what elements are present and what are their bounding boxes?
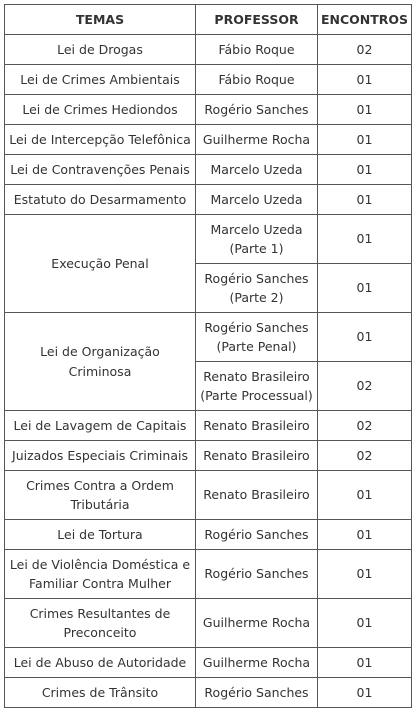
professor-cell: Marcelo Uzeda — [196, 185, 318, 215]
encontros-cell: 01 — [318, 678, 412, 708]
encontros-cell: 01 — [318, 125, 412, 155]
table-row — [5, 599, 412, 648]
professor-part: (Parte 2) — [229, 290, 284, 305]
tema-line: Familiar Contra Mulher — [29, 576, 171, 591]
encontros-cell: 01 — [318, 95, 412, 125]
table-row — [5, 313, 412, 362]
professor-cell — [196, 313, 318, 362]
table-row — [5, 441, 412, 471]
table-row — [5, 155, 412, 185]
table-row — [5, 185, 412, 215]
tema-line: Lei de Violência Doméstica e — [9, 556, 191, 572]
tema-cell: Lei de Lavagem de Capitais — [5, 411, 196, 441]
tema-cell: Lei de Drogas — [5, 35, 196, 65]
table-row — [5, 411, 412, 441]
encontros-cell: 01 — [318, 313, 412, 362]
professor-cell: Rogério Sanches — [196, 678, 318, 708]
course-schedule-table — [4, 4, 412, 708]
encontros-cell: 01 — [318, 471, 412, 520]
professor-part: (Parte Processual) — [200, 388, 313, 403]
professor-name: Renato Brasileiro — [203, 368, 310, 384]
professor-cell: Rogério Sanches — [196, 550, 318, 599]
professor-name: Rogério Sanches — [204, 319, 309, 335]
professor-cell — [196, 362, 318, 411]
table-row — [5, 471, 412, 520]
table-row — [5, 35, 412, 65]
encontros-cell: 02 — [318, 35, 412, 65]
tema-cell: Crimes de Trânsito — [5, 678, 196, 708]
tema-cell: Lei de Crimes Hediondos — [5, 95, 196, 125]
professor-cell: Renato Brasileiro — [196, 471, 318, 520]
table-row — [5, 678, 412, 708]
professor-cell: Guilherme Rocha — [196, 599, 318, 648]
table-row — [5, 125, 412, 155]
tema-cell: Estatuto do Desarmamento — [5, 185, 196, 215]
encontros-cell: 02 — [318, 411, 412, 441]
professor-cell: Fábio Roque — [196, 65, 318, 95]
tema-cell: Lei de Crimes Ambientais — [5, 65, 196, 95]
professor-name: Rogério Sanches — [204, 270, 309, 286]
tema-cell — [5, 550, 196, 599]
encontros-cell: 01 — [318, 65, 412, 95]
tema-line: Preconceito — [63, 625, 137, 640]
encontros-cell: 01 — [318, 155, 412, 185]
table-row — [5, 550, 412, 599]
table-row — [5, 520, 412, 550]
table-row — [5, 215, 412, 264]
encontros-cell: 01 — [318, 550, 412, 599]
table-row — [5, 95, 412, 125]
encontros-cell: 02 — [318, 362, 412, 411]
professor-part: (Parte Penal) — [216, 339, 297, 354]
tema-cell: Lei de Tortura — [5, 520, 196, 550]
encontros-cell: 01 — [318, 215, 412, 264]
professor-cell — [196, 215, 318, 264]
tema-cell: Lei de Intercepção Telefônica — [5, 125, 196, 155]
tema-cell: Lei de Abuso de Autoridade — [5, 648, 196, 678]
tema-cell: Lei de Organização Criminosa — [5, 313, 196, 411]
tema-cell: Execução Penal — [5, 215, 196, 313]
table-row — [5, 65, 412, 95]
professor-cell: Rogério Sanches — [196, 95, 318, 125]
header-encontros: ENCONTROS — [318, 5, 412, 35]
professor-cell: Marcelo Uzeda — [196, 155, 318, 185]
professor-cell: Renato Brasileiro — [196, 441, 318, 471]
professor-cell: Renato Brasileiro — [196, 411, 318, 441]
encontros-cell: 01 — [318, 648, 412, 678]
professor-part: (Parte 1) — [229, 241, 284, 256]
table-row — [5, 648, 412, 678]
professor-cell: Rogério Sanches — [196, 520, 318, 550]
tema-cell: Lei de Contravenções Penais — [5, 155, 196, 185]
header-professor: PROFESSOR — [196, 5, 318, 35]
tema-line: Tributária — [70, 497, 130, 512]
encontros-cell: 02 — [318, 441, 412, 471]
tema-line: Crimes Resultantes de — [29, 605, 171, 621]
professor-cell: Fábio Roque — [196, 35, 318, 65]
encontros-cell: 01 — [318, 520, 412, 550]
professor-cell — [196, 264, 318, 313]
encontros-cell: 01 — [318, 185, 412, 215]
professor-cell: Guilherme Rocha — [196, 648, 318, 678]
professor-cell: Guilherme Rocha — [196, 125, 318, 155]
professor-name: Marcelo Uzeda — [210, 221, 303, 237]
tema-cell — [5, 471, 196, 520]
table-header-row — [5, 5, 412, 35]
tema-line: Crimes Contra a Ordem — [26, 477, 174, 493]
tema-cell — [5, 599, 196, 648]
encontros-cell: 01 — [318, 599, 412, 648]
encontros-cell: 01 — [318, 264, 412, 313]
tema-cell: Juizados Especiais Criminais — [5, 441, 196, 471]
header-temas: TEMAS — [5, 5, 196, 35]
